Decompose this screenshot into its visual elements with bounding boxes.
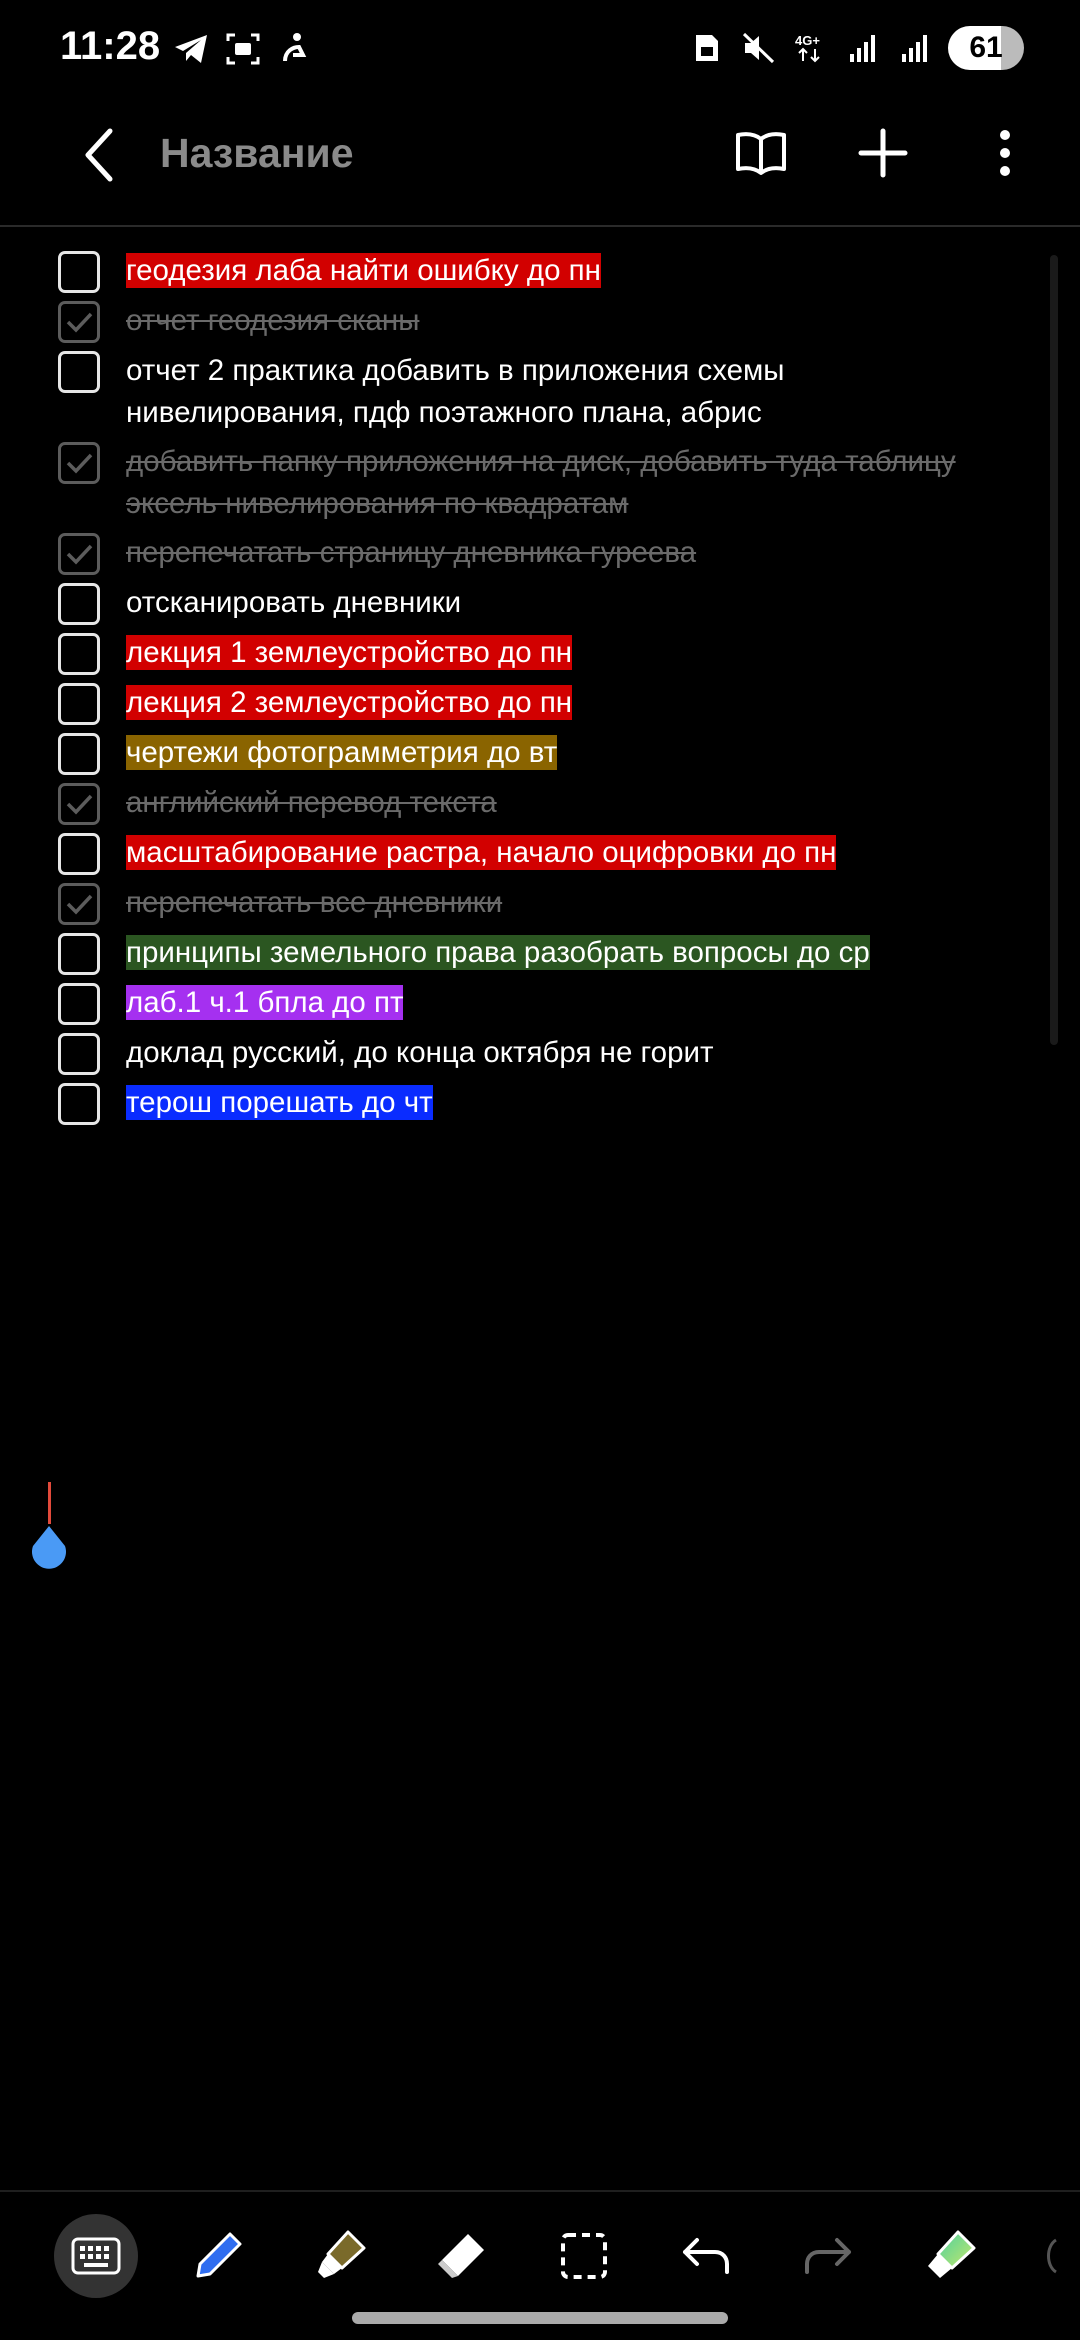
highlighter-button[interactable] (298, 2214, 382, 2298)
notification-icons (172, 30, 314, 68)
task-label: отсканировать дневники (126, 586, 462, 619)
task-checkbox-checked[interactable] (58, 442, 100, 484)
task-item (0, 250, 1040, 293)
more-vert-icon (999, 129, 1011, 177)
status-right (688, 26, 1024, 70)
checkmark-icon (64, 542, 94, 566)
task-text[interactable] (126, 932, 870, 974)
text-cursor (48, 1482, 51, 1524)
task-checkbox[interactable] (58, 983, 100, 1025)
undo-icon (681, 2236, 731, 2276)
selection-icon (559, 2231, 609, 2281)
task-label: отчет геодезия сканы (126, 304, 420, 337)
task-text[interactable] (126, 1032, 713, 1074)
overflow-icon (1040, 2236, 1060, 2276)
task-label: перепечатать страницу дневника гуреева (126, 536, 697, 569)
task-checkbox[interactable] (58, 351, 100, 393)
task-checkbox-checked[interactable] (58, 783, 100, 825)
color-pen-button[interactable] (908, 2214, 992, 2298)
task-checkbox[interactable] (58, 1033, 100, 1075)
task-label: доклад русский, до конца октября не горит (126, 1036, 714, 1069)
task-label: принципы земельного права разобрать вопросы до ср (126, 936, 870, 969)
status-time: 11:28 (60, 24, 161, 68)
task-checkbox[interactable] (58, 833, 100, 875)
eraser-button[interactable] (420, 2214, 504, 2298)
redo-icon (803, 2236, 853, 2276)
task-checkbox[interactable] (58, 933, 100, 975)
task-label: перепечатать все дневники (126, 886, 503, 919)
task-label: терош порешать до чт (126, 1086, 433, 1119)
task-item (0, 1082, 1040, 1125)
checkmark-icon (64, 892, 94, 916)
network-4g-icon (792, 29, 830, 67)
task-item (0, 350, 1040, 434)
task-item (0, 582, 1040, 625)
task-label: добавить папку приложения на диск, добавить туда таблицу эксель нивелирования по квадратам (126, 445, 956, 520)
signal-icon-2 (896, 29, 934, 67)
book-view-button[interactable] (726, 118, 796, 188)
sim-icon (688, 29, 726, 67)
task-item (0, 682, 1040, 725)
task-checkbox[interactable] (58, 633, 100, 675)
task-label: отчет 2 практика добавить в приложения схемы нивелирования, пдф поэтажного плана, абрис (126, 354, 785, 429)
pen-button[interactable] (176, 2214, 260, 2298)
task-text[interactable] (126, 832, 836, 874)
add-button[interactable] (848, 118, 918, 188)
task-label: лаб.1 ч.1 бпла до пт (126, 986, 404, 1019)
task-checkbox-checked[interactable] (58, 301, 100, 343)
more-options-button[interactable] (970, 118, 1040, 188)
book-icon (734, 129, 788, 177)
task-text[interactable] (126, 300, 419, 342)
task-text[interactable] (126, 250, 601, 292)
task-text[interactable] (126, 1082, 433, 1124)
task-checkbox-checked[interactable] (58, 533, 100, 575)
checkmark-icon (64, 451, 94, 475)
undo-button[interactable] (664, 2214, 748, 2298)
task-checklist (0, 250, 1040, 1132)
task-label: английский перевод текста (126, 786, 497, 819)
task-text[interactable] (126, 441, 1006, 525)
selection-button[interactable] (542, 2214, 626, 2298)
task-checkbox[interactable] (58, 251, 100, 293)
back-button[interactable] (70, 120, 130, 190)
task-item (0, 932, 1040, 975)
task-checkbox[interactable] (58, 683, 100, 725)
task-label: лекция 2 землеустройство до пн (126, 686, 573, 719)
task-text[interactable] (126, 632, 572, 674)
task-checkbox[interactable] (58, 1083, 100, 1125)
task-label: лекция 1 землеустройство до пн (126, 636, 573, 669)
checkmark-icon (64, 310, 94, 334)
header-divider (0, 225, 1080, 227)
task-label: масштабирование растра, начало оцифровки до пн (126, 836, 837, 869)
task-text[interactable] (126, 532, 696, 574)
task-item (0, 782, 1040, 825)
checkmark-icon (64, 792, 94, 816)
eraser-icon (434, 2228, 490, 2284)
task-item (0, 1032, 1040, 1075)
keyboard-button[interactable] (54, 2214, 138, 2298)
task-text[interactable] (126, 982, 403, 1024)
screenshot-icon (224, 30, 262, 68)
task-label: чертежи фотограмметрия до вт (126, 736, 558, 769)
home-indicator[interactable] (352, 2312, 728, 2324)
app-bar (0, 100, 1080, 225)
task-item (0, 982, 1040, 1025)
task-item (0, 732, 1040, 775)
highlighter-icon (312, 2228, 368, 2284)
app-actions (726, 118, 1040, 188)
task-checkbox-checked[interactable] (58, 883, 100, 925)
more-tools-button[interactable] (1030, 2214, 1070, 2298)
task-text[interactable] (126, 732, 557, 774)
task-item (0, 441, 1040, 525)
task-text[interactable] (126, 782, 497, 824)
status-bar (0, 0, 1080, 100)
accessibility-icon (276, 30, 314, 68)
task-text[interactable] (126, 682, 572, 724)
mute-icon (740, 29, 778, 67)
svg-text:4G+: 4G+ (795, 33, 820, 48)
redo-button[interactable] (786, 2214, 870, 2298)
task-label: геодезия лаба найти ошибку до пн (126, 254, 601, 287)
plus-icon (857, 127, 909, 179)
drawing-toolbar (0, 2190, 1080, 2302)
keyboard-icon (71, 2237, 121, 2275)
signal-icon-1 (844, 29, 882, 67)
task-text[interactable] (126, 350, 1006, 434)
cursor-handle[interactable] (27, 1524, 71, 1576)
telegram-icon (172, 30, 210, 68)
task-item (0, 882, 1040, 925)
task-checkbox[interactable] (58, 583, 100, 625)
color-pen-icon (922, 2228, 978, 2284)
task-text[interactable] (126, 882, 502, 924)
task-text[interactable] (126, 582, 461, 624)
task-item (0, 632, 1040, 675)
task-item (0, 532, 1040, 575)
task-item (0, 832, 1040, 875)
scrollbar[interactable] (1050, 255, 1058, 1045)
pen-icon (190, 2228, 246, 2284)
chevron-left-icon (80, 127, 120, 183)
task-item (0, 300, 1040, 343)
task-checkbox[interactable] (58, 733, 100, 775)
note-title[interactable]: Название (160, 130, 354, 176)
battery-indicator: 61 (948, 26, 1024, 70)
